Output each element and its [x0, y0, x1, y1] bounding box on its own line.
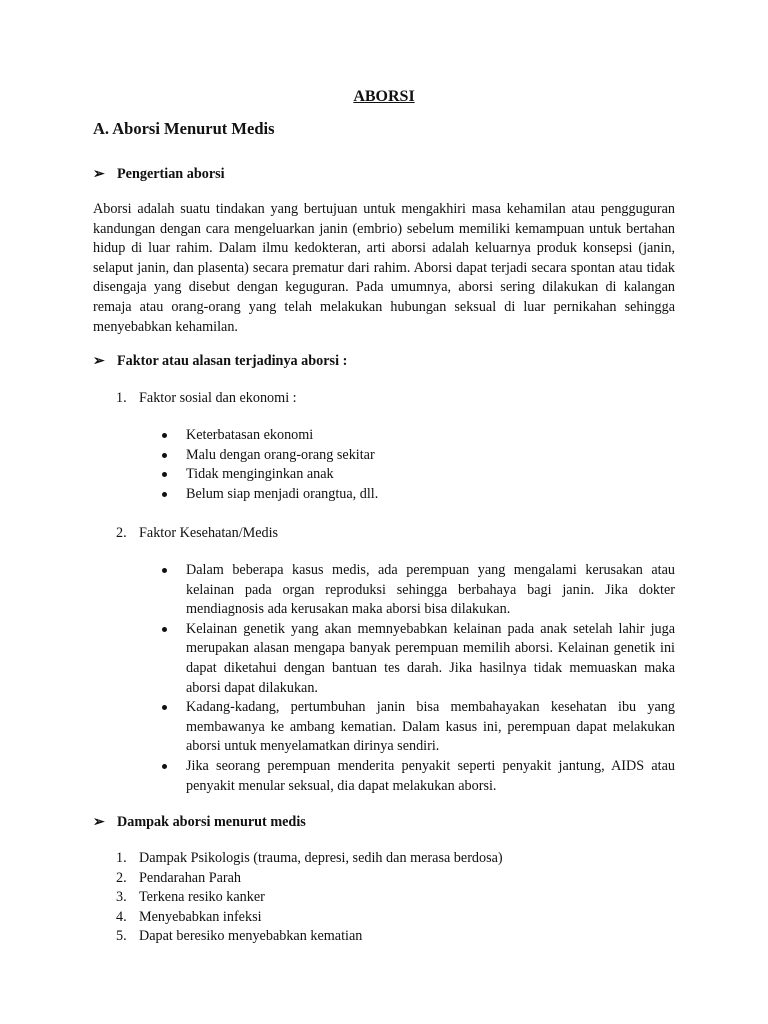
bullet-dot-icon [162, 472, 167, 477]
bullet-text: Dalam beberapa kasus medis, ada perempuan yang mengalami kerusakan atau kelainan pada organ reproduksi sehingga berbahaya bagi janin. Jika dokter mendiagnosis ada kerusakan maka aborsi bisa dilakukan. [186, 562, 675, 618]
bullet-item [160, 757, 675, 796]
bullet-text: Kadang-kadang, pertumbuhan janin bisa membahayakan kesehatan ibu yang membawanya ke ambang kematian. Dalam kasus ini, perempuan dapat melakukan aborsi untuk menyelamatkan dirinya sendiri. [186, 699, 675, 755]
list-item [116, 927, 503, 947]
bullet-dot-icon [162, 453, 167, 458]
list-number: 3. [116, 889, 127, 906]
bullet-item [160, 485, 675, 505]
factor-list-1 [116, 389, 297, 409]
bullet-dot-icon [162, 705, 167, 710]
paragraph-text: Aborsi adalah suatu tindakan yang bertujuan untuk mengakhiri masa kehamilan atau pengguguran kandungan dengan cara mengeluarkan janin (embrio) sebelum memiliki kemampuan untuk bertahan hidup di luar rahim. Dalam ilmu kedokteran, arti aborsi adalah keluarnya produk konsepsi (janin, selaput janin, dan plasenta) secara prematur dari rahim. Aborsi dapat terjadi secara spontan atau tidak disengaja yang disebut dengan keguguran. Pada umumnya, aborsi sering dilakukan di kalangan remaja atau orang-orang yang telah melakukan hubungan seksual di luar pernikahan sehingga menyebabkan kehamilan. [93, 201, 675, 335]
bullet-item [160, 426, 675, 446]
bullet-text: Tidak menginginkan anak [186, 466, 334, 483]
bullet-item [160, 698, 675, 757]
list-number: 2. [116, 525, 127, 541]
list-item-text: Dampak Psikologis (trauma, depresi, sedih dan merasa berdosa) [139, 850, 503, 866]
subheading-pengertian [93, 165, 225, 185]
bullet-dot-icon [162, 492, 167, 497]
impact-list [116, 849, 503, 947]
list-number: 4. [116, 908, 127, 925]
list-number: 5. [116, 928, 127, 945]
list-number: 2. [116, 869, 127, 886]
document-title: ABORSI [353, 88, 415, 105]
bullet-dot-icon [162, 627, 167, 632]
list-item-text: Terkena resiko kanker [139, 889, 265, 906]
bullet-text: Jika seorang perempuan menderita penyakit seperti penyakit jantung, AIDS atau penyakit menular seksual, dia dapat melakukan aborsi. [186, 757, 675, 794]
list-item [116, 908, 503, 928]
paragraph-definition [93, 200, 675, 337]
subheading-text: Pengertian aborsi [117, 166, 225, 182]
arrow-bullet-icon: ➢ [93, 353, 105, 369]
bullet-text: Belum siap menjadi orangtua, dll. [186, 485, 379, 502]
list-item-text: Dapat beresiko menyebabkan kematian [139, 928, 363, 945]
list-number: 1. [116, 850, 127, 866]
bullet-text: Malu dengan orang-orang sekitar [186, 446, 375, 463]
bullet-text: Keterbatasan ekonomi [186, 427, 314, 443]
factor-list-2 [116, 524, 278, 544]
list-item-text: Faktor Kesehatan/Medis [139, 525, 279, 541]
section-heading: A. Aborsi Menurut Medis [93, 119, 275, 138]
medical-bullets [160, 561, 675, 796]
arrow-bullet-icon: ➢ [93, 814, 105, 830]
list-item [116, 849, 503, 869]
list-item-text: Pendarahan Parah [139, 869, 242, 886]
subheading-dampak [93, 813, 306, 833]
list-item [116, 389, 297, 409]
arrow-bullet-icon: ➢ [93, 166, 105, 182]
list-item-text: Menyebabkan infeksi [139, 908, 262, 925]
subheading-text: Faktor atau alasan terjadinya aborsi : [117, 353, 348, 369]
bullet-dot-icon [162, 764, 167, 769]
bullet-dot-icon [162, 433, 167, 438]
list-number: 1. [116, 390, 127, 406]
bullet-item [160, 620, 675, 698]
social-economic-bullets [160, 426, 675, 504]
bullet-dot-icon [162, 568, 167, 573]
list-item [116, 869, 503, 889]
list-item [116, 524, 278, 544]
bullet-text: Kelainan genetik yang akan memnyebabkan kelainan pada anak setelah lahir juga merupakan alasan mengapa banyak perempuan memilih aborsi. Kelainan genetik ini dapat diketahui dengan bantuan tes darah. Jika hasilnya tidak memuaskan maka aborsi dapat dilakukan. [186, 620, 675, 696]
list-item-text: Faktor sosial dan ekonomi : [139, 390, 297, 406]
bullet-item [160, 561, 675, 620]
subheading-text: Dampak aborsi menurut medis [117, 814, 306, 830]
subheading-faktor [93, 352, 347, 372]
bullet-item [160, 446, 675, 466]
bullet-item [160, 465, 675, 485]
list-item [116, 888, 503, 908]
